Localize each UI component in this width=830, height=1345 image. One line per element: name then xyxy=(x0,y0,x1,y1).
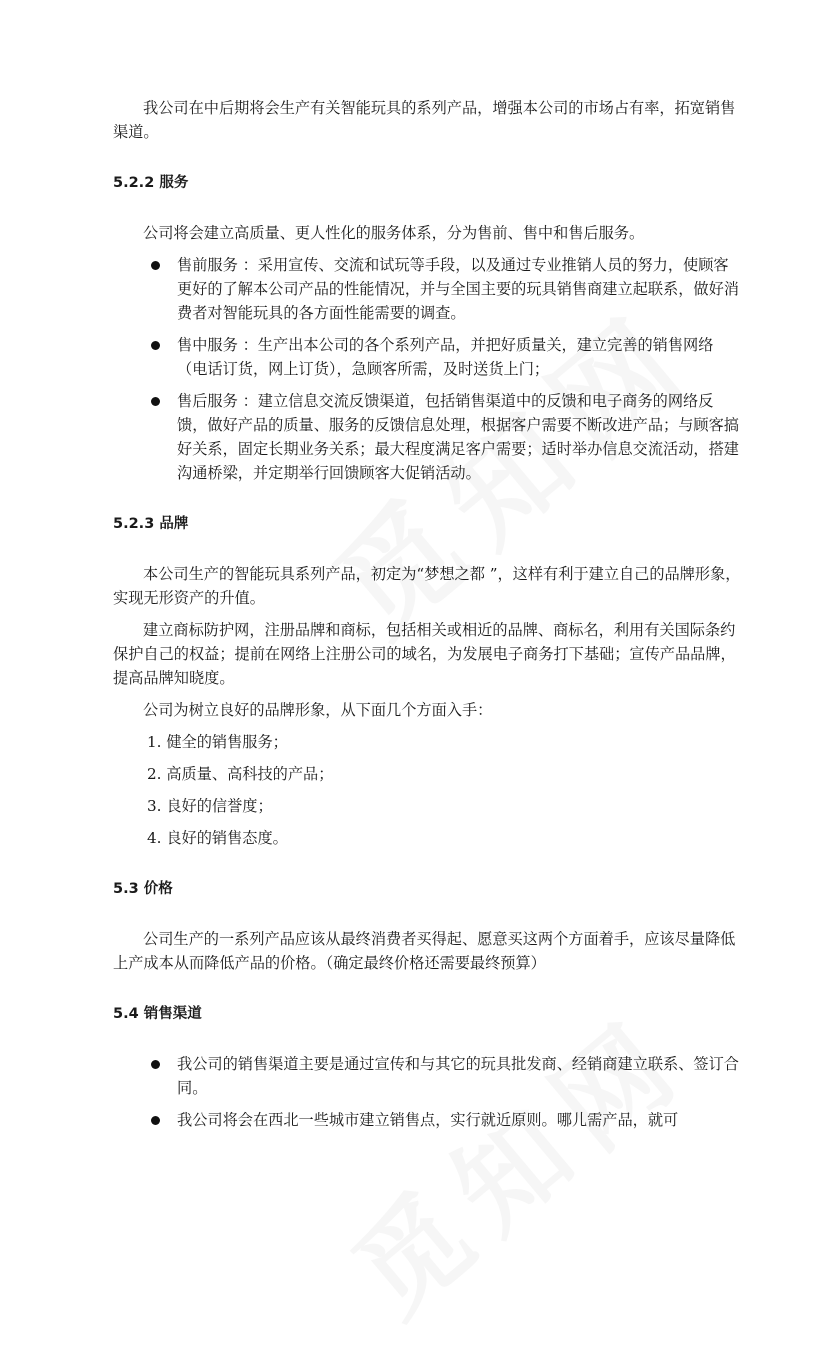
document-body xyxy=(113,96,743,1132)
bullet-after-sale xyxy=(113,389,743,485)
bullet-in-sale xyxy=(113,333,743,381)
brand-paragraph-2: 建立商标防护网，注册品牌和商标，包括相关或相近的品牌、商标名，利用有关国际条约保护自己的权益；提前在网络上注册公司的域名，为发展电子商务打下基础；宣传产品品牌，提高品牌知晓度。 xyxy=(113,621,736,687)
heading-5-3: 5.3 价格 xyxy=(113,881,173,897)
bullet-text: 我公司的销售渠道主要是通过宣传和与其它的玩具批发商、经销商建立联系、签订合同。 xyxy=(177,1055,739,1097)
service-bullet-list xyxy=(113,253,743,485)
heading-5-2-3: 5.2.3 品牌 xyxy=(113,516,189,532)
numbered-item-1: 1. 健全的销售服务； xyxy=(147,733,288,751)
brand-paragraph-1: 本公司生产的智能玩具系列产品，初定为“梦想之都 ”，这样有利于建立自己的品牌形象，实现无形资产的升值。 xyxy=(113,565,741,607)
bullet-text: 售后服务 ：建立信息交流反馈渠道，包括销售渠道中的反馈和电子商务的网络反馈，做好产品的质量、服务的反馈信息处理，根据客户需要不断改进产品；与顾客搞好关系，固定长期业务关系；最大程度满足客户需要；适时举办信息交流活动，搭建沟通桥梁，并定期举行回馈顾客大促销活动。 xyxy=(177,392,739,482)
bullet-text: 售中服务 ：生产出本公司的各个系列产品，并把好质量关，建立完善的销售网络（电话订货，网上订货），急顾客所需，及时送货上门； xyxy=(177,336,714,378)
bullet-pre-sale xyxy=(113,253,743,325)
intro-paragraph: 我公司在中后期将会生产有关智能玩具的系列产品，增强本公司的市场占有率，拓宽销售渠道。 xyxy=(113,99,736,141)
channel-bullet-list xyxy=(113,1052,743,1132)
bullet-channel-1 xyxy=(113,1052,743,1100)
heading-5-2-2: 5.2.2 服务 xyxy=(113,175,189,191)
bullet-text: 我公司将会在西北一些城市建立销售点，实行就近原则。哪儿需产品，就可 xyxy=(177,1111,679,1129)
bullet-text: 售前服务 ：采用宣传、交流和试玩等手段，以及通过专业推销人员的努力，使顾客更好的了解本公司产品的性能情况，并与全国主要的玩具销售商建立起联系，做好消费者对智能玩具的各方面性能需要的调查。 xyxy=(177,256,739,322)
bullet-icon xyxy=(151,1116,160,1125)
heading-5-4: 5.4 销售渠道 xyxy=(113,1006,202,1022)
bullet-icon xyxy=(151,261,160,270)
price-paragraph: 公司生产的一系列产品应该从最终消费者买得起、愿意买这两个方面着手，应该尽量降低上产成本从而降低产品的价格。（确定最终价格还需要最终预算） xyxy=(113,930,736,972)
bullet-channel-2 xyxy=(113,1108,743,1132)
bullet-icon xyxy=(151,397,160,406)
bullet-icon xyxy=(151,1060,160,1069)
numbered-item-2: 2. 高质量、高科技的产品； xyxy=(147,765,334,783)
brand-paragraph-3: 公司为树立良好的品牌形象，从下面几个方面入手： xyxy=(143,701,493,719)
service-intro-paragraph: 公司将会建立高质量、更人性化的服务体系，分为售前、售中和售后服务。 xyxy=(143,224,645,242)
numbered-item-4: 4. 良好的销售态度。 xyxy=(147,829,288,847)
numbered-item-3: 3. 良好的信誉度； xyxy=(147,797,273,815)
bullet-icon xyxy=(151,341,160,350)
